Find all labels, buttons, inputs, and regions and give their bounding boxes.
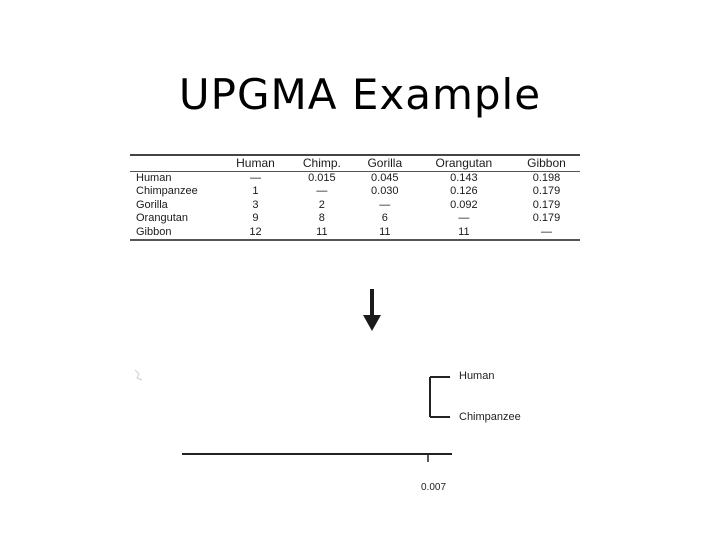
distance-table	[130, 154, 580, 241]
table-cell: —	[249, 171, 261, 184]
table-row	[130, 171, 580, 185]
leaf-label-chimpanzee: Chimpanzee	[459, 411, 521, 423]
table-header-cell: Chimp.	[289, 156, 355, 171]
table-cell: 0.030	[371, 185, 399, 197]
slide-title: UPGMA Example	[178, 70, 542, 119]
table-cell: —	[379, 198, 391, 211]
table-cell: 11	[458, 225, 470, 238]
table-row-label: Chimpanzee	[136, 185, 198, 197]
table-row	[130, 199, 580, 213]
distance-matrix	[130, 156, 580, 239]
table-row-label: Human	[136, 171, 172, 184]
scan-speck-icon	[133, 368, 145, 382]
leaf-label-human: Human	[459, 370, 495, 382]
phylogenetic-tree	[170, 355, 570, 505]
table-row-label: Gibbon	[136, 225, 172, 238]
table-header-cell: Orangutan	[415, 156, 513, 171]
table-cell: 0.045	[371, 171, 399, 184]
table-cell: 0.179	[532, 198, 561, 211]
table-cell: 0.143	[450, 171, 478, 184]
table-cell: 2	[318, 198, 325, 211]
table-cell: —	[540, 225, 552, 238]
table-cell: 12	[249, 225, 262, 238]
table-row-label: Orangutan	[136, 212, 188, 224]
table-cell: 11	[316, 225, 328, 238]
table-header-cell: Human	[222, 156, 289, 171]
table-cell: 0.092	[450, 198, 478, 211]
table-header-cell: Gorilla	[355, 156, 415, 171]
table-cell: 6	[381, 212, 388, 224]
table-cell: 0.198	[532, 171, 561, 184]
table-row-label: Gorilla	[136, 198, 168, 211]
tree-branches	[170, 355, 570, 505]
table-cell: 3	[252, 198, 259, 211]
table-row	[130, 226, 580, 240]
table-cell: 9	[252, 212, 259, 224]
scale-tick-label: 0.007	[421, 482, 447, 493]
table-cell: 0.015	[308, 171, 336, 184]
table-row	[130, 185, 580, 199]
table-cell: 0.179	[532, 212, 561, 224]
table-cell: —	[458, 212, 470, 224]
table-header-row	[130, 156, 580, 171]
table-header-cell	[130, 156, 222, 171]
table-cell: 11	[379, 225, 391, 238]
table-cell: 0.126	[450, 185, 478, 197]
table-cell: 8	[318, 212, 325, 224]
table-cell: 0.179	[532, 185, 561, 197]
down-arrow-icon	[363, 289, 381, 331]
table-cell: —	[316, 185, 328, 197]
table-row	[130, 212, 580, 226]
table-cell: 1	[252, 185, 259, 197]
table-header-cell: Gibbon	[513, 156, 580, 171]
